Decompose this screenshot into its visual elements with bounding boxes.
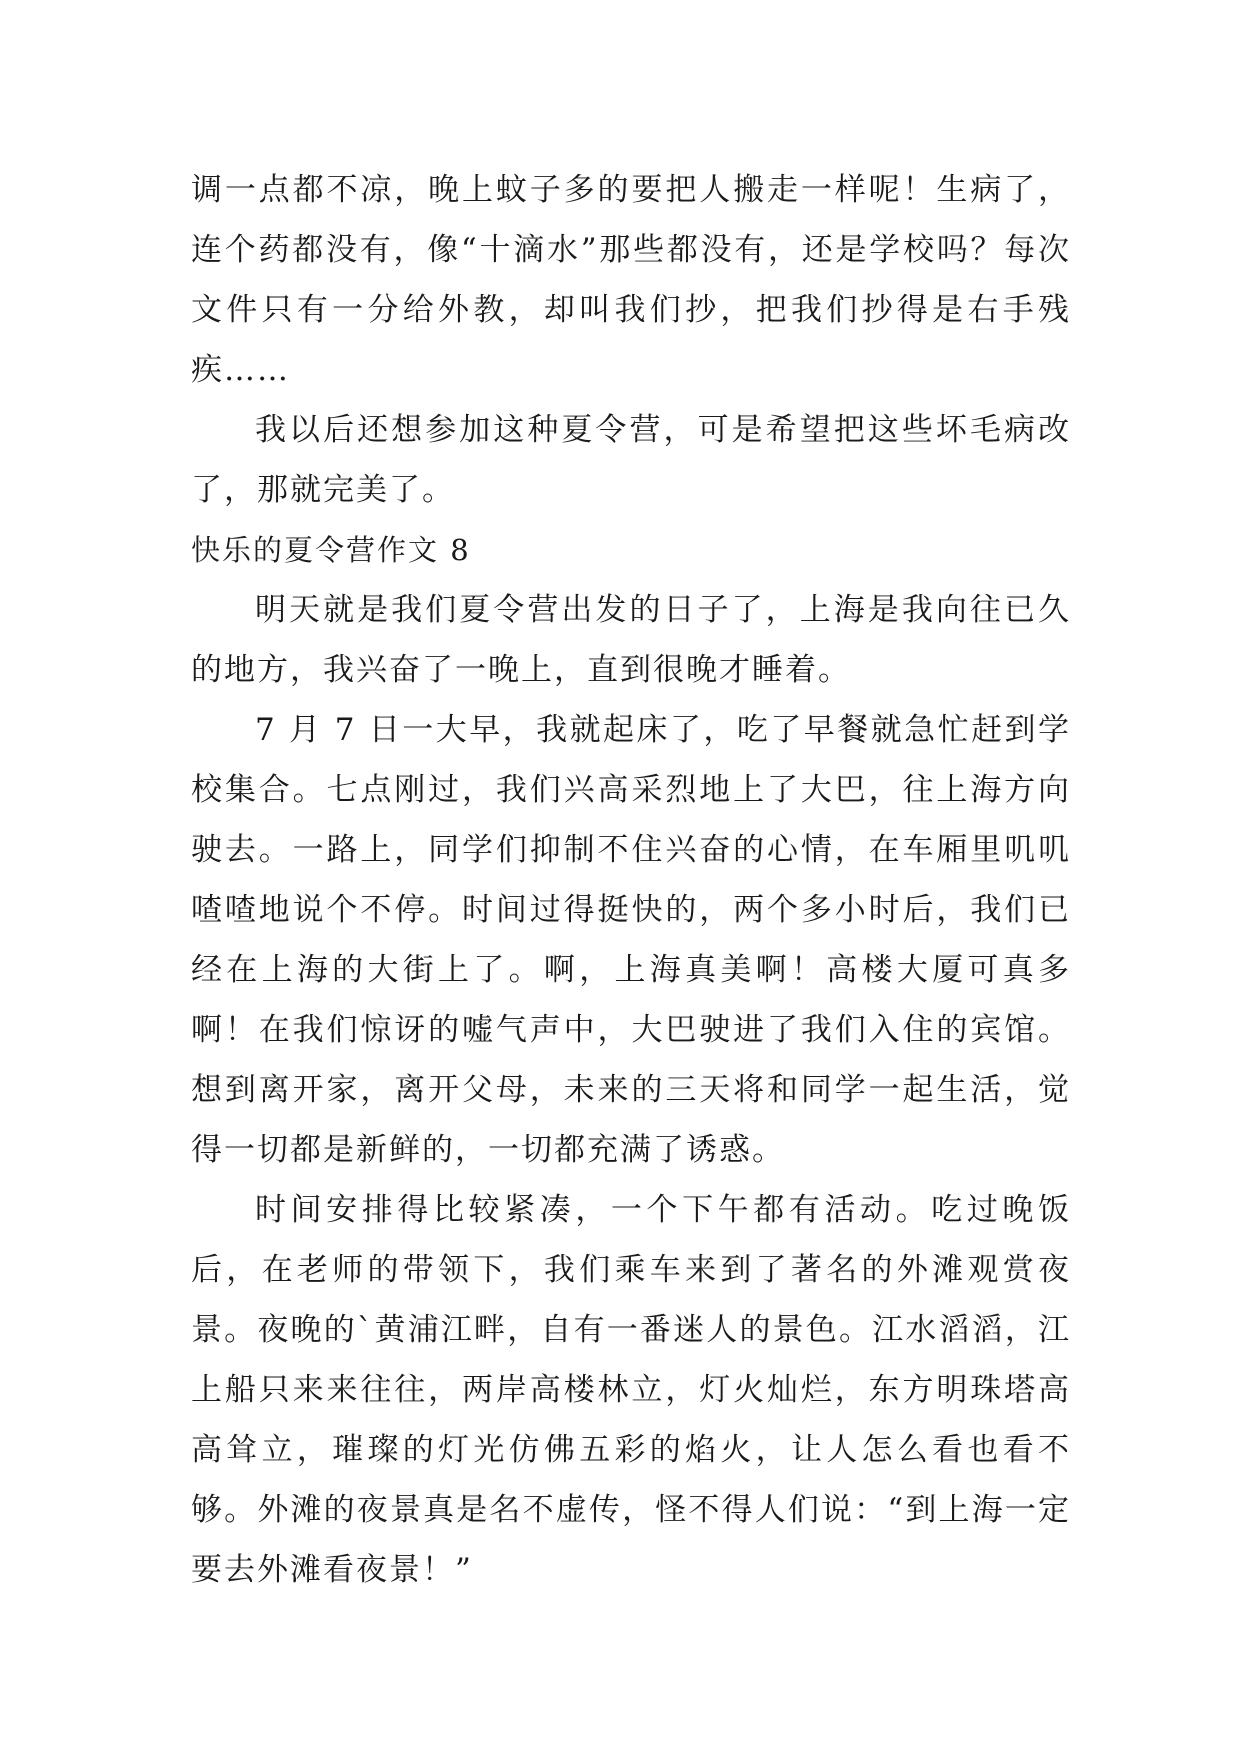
paragraph-continued: 调一点都不凉，晚上蚊子多的要把人搬走一样呢！生病了，连个药都没有，像“十滴水”那些都没有，还是学校吗？每次文件只有一分给外教，却叫我们抄，把我们抄得是右手残疾…… <box>191 172 1071 388</box>
paragraph-july-seventh: 7 月 7 日一大早，我就起床了，吃了早餐就急忙赶到学校集合。七点刚过，我们兴高采烈地上了大巴，往上海方向驶去。一路上，同学们抑制不住兴奋的心情，在车厢里叽叽喳喳地说个不停。时间过得挺快的，两个多小时后，我们已经在上海的大街上了。啊，上海真美啊！高楼大厦可真多啊！在我们惊讶的嘘气声中，大巴驶进了我们入住的宾馆。想到离开家，离开父母，未来的三天将和同学一起生活，觉得一切都是新鲜的，一切都充满了诱惑。 <box>191 712 1071 1168</box>
paragraph-departure-eve: 明天就是我们夏令营出发的日子了，上海是我向往已久的地方，我兴奋了一晚上，直到很晚才睡着。 <box>191 592 1071 688</box>
paragraph-summer-camp-wish: 我以后还想参加这种夏令营，可是希望把这些坏毛病改了，那就完美了。 <box>191 412 1071 508</box>
document-body <box>191 160 1071 1600</box>
essay-heading: 快乐的夏令营作文 8 <box>191 533 471 567</box>
paragraph-the-bund-night: 时间安排得比较紧凑，一个下午都有活动。吃过晚饭后，在老师的带领下，我们乘车来到了著名的外滩观赏夜景。夜晚的`黄浦江畔，自有一番迷人的景色。江水滔滔，江上船只来来往往，两岸高楼林立，灯火灿烂，东方明珠塔高高耸立，璀璨的灯光仿佛五彩的焰火，让人怎么看也看不够。外滩的夜景真是名不虚传，怪不得人们说：“到上海一定要去外滩看夜景！” <box>191 1192 1071 1588</box>
